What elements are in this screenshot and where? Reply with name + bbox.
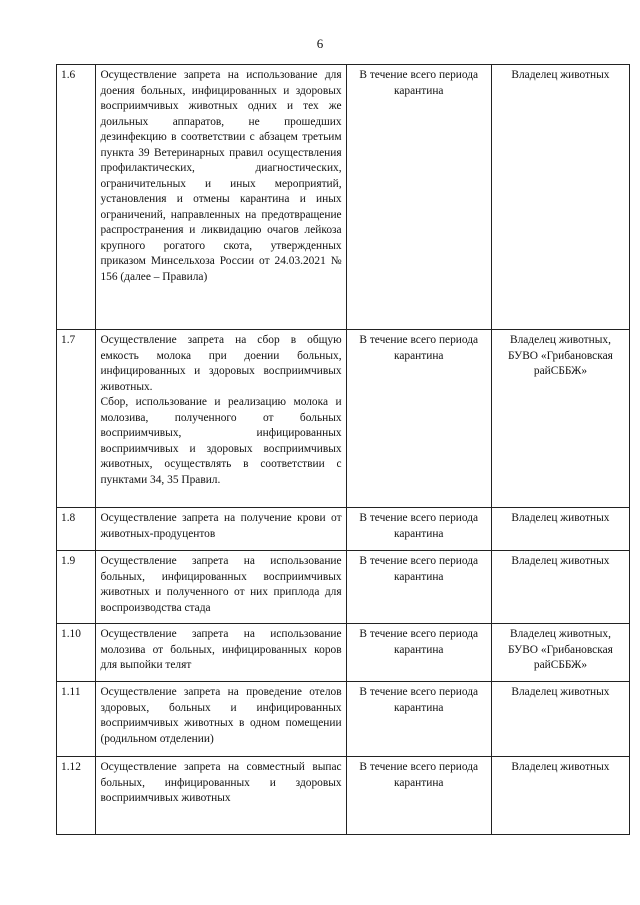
row-number: 1.10 [57, 624, 96, 682]
page-number: 6 [316, 36, 324, 51]
table-row [57, 508, 630, 551]
measure-period: В течение всего периода карантина [346, 682, 491, 757]
measure-period: В течение всего периода карантина [346, 330, 491, 508]
table-row [57, 757, 630, 835]
measure-description [96, 551, 346, 624]
description-paragraph: Осуществление запрета на использование молозива от больных, инфицированных коров для выпойки телят [100, 628, 342, 671]
measure-description [96, 330, 346, 508]
row-number: 1.12 [57, 757, 96, 835]
measure-description [96, 508, 346, 551]
row-number: 1.7 [57, 330, 96, 508]
measure-description [96, 757, 346, 835]
measure-responsible: Владелец животных [491, 65, 629, 330]
measure-description [96, 65, 346, 330]
description-paragraph: Осуществление запрета на сбор в общую емкость молока при доении больных, инфицированных и здоровых восприимчивых животных. [100, 334, 342, 393]
measure-period: В течение всего периода карантина [346, 508, 491, 551]
row-number: 1.11 [57, 682, 96, 757]
measure-period: В течение всего периода карантина [346, 757, 491, 835]
measure-responsible: Владелец животных [491, 508, 629, 551]
table-row [57, 65, 630, 330]
description-paragraph: Осуществление запрета на использование больных, инфицированных восприимчивых животных и полученного от них приплода для воспроизводства стада [100, 555, 342, 614]
measure-responsible: Владелец животных, БУВО «Грибановская райСББЖ» [491, 624, 629, 682]
row-number: 1.6 [57, 65, 96, 330]
measure-description [96, 624, 346, 682]
description-paragraph: Осуществление запрета на использование для доения больных, инфицированных и здоровых восприимчивых животных одних и тех же доильных аппаратов, не прошедших дезинфекцию в соответствии с абзацем третьим пункта 39 Ветеринарных правил осуществления профилактических, диагностических, ограничительных и иных мероприятий, установления и отмены карантина и иных ограничений, направленных на предотвращение распространения и ликвидацию очагов лейкоза крупного рогатого скота, утвержденных приказом Минсельхоза России от 24.03.2021 № 156 (далее – Правила) [100, 69, 342, 283]
table-row [57, 682, 630, 757]
description-paragraph: Осуществление запрета на получение крови от животных-продуцентов [100, 512, 342, 540]
description-paragraph: Сбор, использование и реализацию молока и молозива, полученного от больных восприимчивых, инфицированных восприимчивых и здоровых восприимчивых животных, осуществлять в соответствии с пунктами 34, 35 Правил. [100, 396, 342, 486]
measures-table [56, 64, 630, 835]
row-number: 1.9 [57, 551, 96, 624]
table-row [57, 624, 630, 682]
measure-responsible: Владелец животных [491, 551, 629, 624]
measure-responsible: Владелец животных [491, 757, 629, 835]
measure-period: В течение всего периода карантина [346, 65, 491, 330]
table-row [57, 330, 630, 508]
measure-description [96, 682, 346, 757]
measure-period: В течение всего периода карантина [346, 551, 491, 624]
row-number: 1.8 [57, 508, 96, 551]
measure-period: В течение всего периода карантина [346, 624, 491, 682]
description-paragraph: Осуществление запрета на проведение отелов здоровых, больных и инфицированных восприимчивых животных в одном помещении (родильном отделении) [100, 686, 342, 745]
description-paragraph: Осуществление запрета на совместный выпас больных, инфицированных и здоровых восприимчивых животных [100, 761, 342, 804]
table-row [57, 551, 630, 624]
measure-responsible: Владелец животных, БУВО «Грибановская райСББЖ» [491, 330, 629, 508]
measure-responsible: Владелец животных [491, 682, 629, 757]
